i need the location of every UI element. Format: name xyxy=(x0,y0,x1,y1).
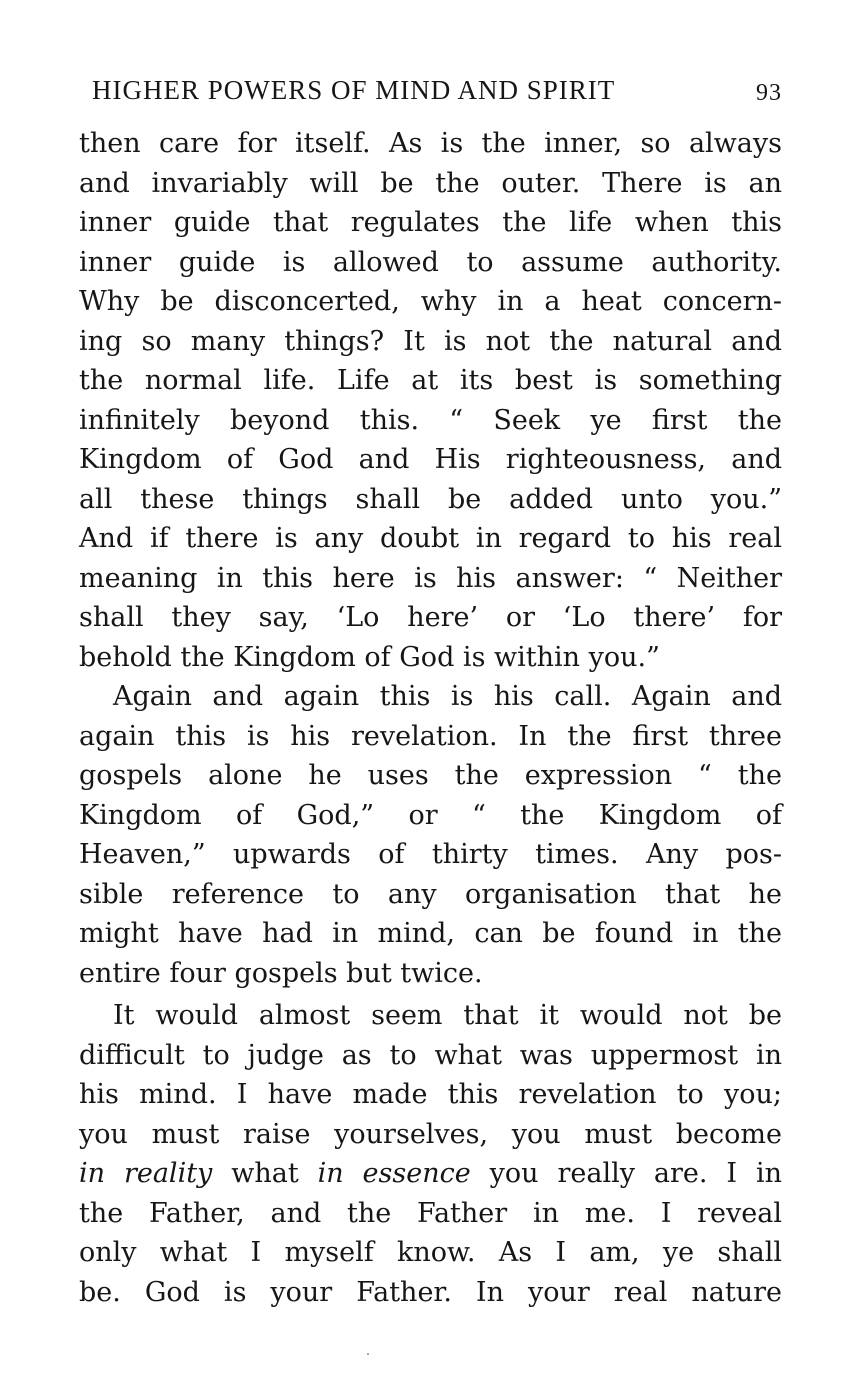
text-line: It would almost seem that it would not be xyxy=(113,1000,782,1031)
text-line: And if there is any doubt in regard to his real xyxy=(79,523,782,554)
paper-speck xyxy=(367,1353,369,1355)
text-line: ing so many things? It is not the natural and xyxy=(79,325,782,357)
text-line: Kingdom of God and His righteousness, and xyxy=(79,444,782,475)
text-line: might have had in mind, can be found in the xyxy=(79,918,782,949)
body-text xyxy=(79,124,782,1312)
text-run: what xyxy=(212,1158,318,1189)
text-line: again this is his revelation. In the first three xyxy=(79,720,782,752)
running-head xyxy=(79,70,782,114)
text-line: his mind. I have made this revelation to you; xyxy=(79,1079,782,1110)
paragraph xyxy=(79,124,782,677)
text-line: then care for itself. As is the inner, so always xyxy=(79,128,782,159)
running-head-title: HIGHER POWERS OF MIND AND SPIRIT xyxy=(92,75,616,105)
text-line: and invariably will be the outer. There is an xyxy=(79,167,782,199)
text-line: Kingdom of God,” or “ the Kingdom of xyxy=(79,799,782,831)
text-line: meaning in this here is his answer: “ Neither xyxy=(79,562,782,594)
italic-phrase: in reality xyxy=(79,1158,213,1189)
text-line: only what I myself know. As I am, ye shall xyxy=(79,1237,782,1268)
text-line: Heaven,” upwards of thirty times. Any pos- xyxy=(79,839,782,870)
text-line: be. God is your Father. In your real nature xyxy=(79,1276,782,1308)
text-line: gospels alone he uses the expression “ the xyxy=(79,760,782,791)
text-line: you must raise yourselves, you must become xyxy=(79,1118,782,1150)
text-line: Again and again this is his call. Again and xyxy=(113,681,782,712)
text-line: inner guide that regulates the life when this xyxy=(79,207,782,238)
italic-phrase: in essence xyxy=(317,1158,471,1189)
text-run: you really are. I in xyxy=(470,1158,782,1189)
book-page xyxy=(79,70,782,1312)
text-line: Why be disconcerted, why in a heat concern- xyxy=(79,286,782,317)
text-line: shall they say, ‘Lo here’ or ‘Lo there’ for xyxy=(79,602,782,633)
text-line: the normal life. Life at its best is something xyxy=(79,365,782,396)
text-line: the Father, and the Father in me. I reveal xyxy=(79,1197,782,1229)
text-line: infinitely beyond this. “ Seek ye first the xyxy=(79,404,782,436)
text-line: sible reference to any organisation that he xyxy=(79,878,782,910)
paragraph xyxy=(79,996,782,1312)
text-line: behold the Kingdom of God is within you.” xyxy=(79,641,660,673)
page-number: 93 xyxy=(756,80,782,106)
text-line: difficult to judge as to what was uppermost in xyxy=(79,1039,782,1071)
text-line: all these things shall be added unto you.” xyxy=(79,483,782,515)
paragraph xyxy=(79,677,782,993)
text-line-with-italics xyxy=(79,1154,782,1194)
text-line: entire four gospels but twice. xyxy=(79,957,483,989)
text-line: inner guide is allowed to assume authority. xyxy=(79,246,782,278)
